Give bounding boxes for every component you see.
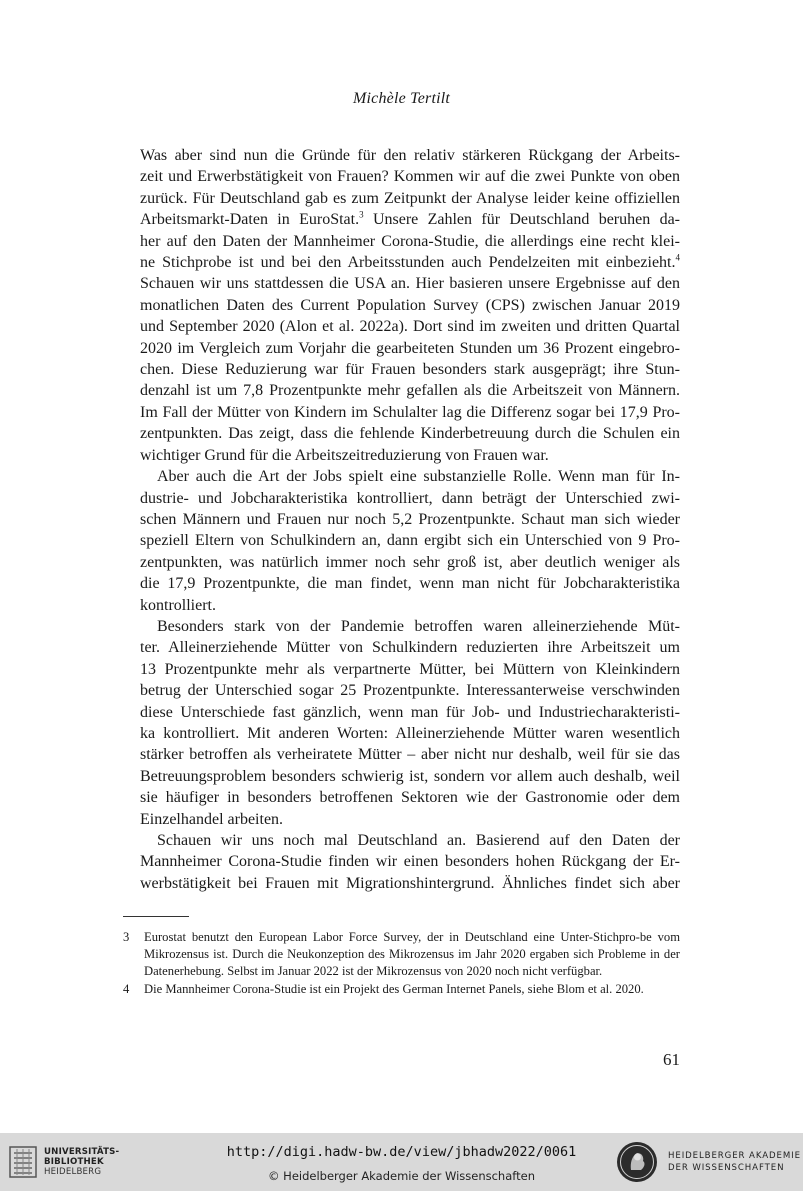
- logo-line: HEIDELBERG: [44, 1167, 102, 1177]
- text-line: Mannheimer Corona-Studie finden wir einen besonders hohen Rückgang der Er-: [140, 853, 680, 871]
- academy-logo-text: [668, 1150, 801, 1174]
- running-head: Michèle Tertilt: [352, 90, 451, 107]
- text-line: zentpunkten, was natürlich immer noch sehr groß ist, aber deutlich weniger als: [140, 553, 680, 571]
- logo-line: BIBLIOTHEK: [44, 1157, 104, 1167]
- text-line: Im Fall der Mütter von Kindern im Schulalter lag die Differenz sogar bei 17,9 Pro-: [140, 403, 680, 421]
- footnote-divider: [123, 916, 189, 917]
- text-line: zentpunkten. Das zeigt, dass die fehlende Kinderbetreuung durch die Schulen ein: [140, 425, 680, 443]
- footnote-ref[interactable]: 4: [675, 252, 680, 263]
- text-line: zeit und Erwerbstätigkeit von Frauen? Kommen wir auf die zwei Punkte von oben: [140, 168, 680, 186]
- text-line: Einzelhandel arbeiten.: [140, 810, 284, 828]
- text-line: wichtiger Grund für die Arbeitszeitreduzierung von Frauen war.: [140, 446, 549, 464]
- copyright-notice: © Heidelberger Akademie der Wissenschaften: [268, 1169, 535, 1183]
- paragraph: [123, 616, 680, 830]
- text-line: ka kontrolliert. Mit anderen Worten: Alleinerziehende Mütter waren wesentlich: [140, 724, 680, 742]
- text-line: Schauen wir uns noch mal Deutschland an. Basierend auf den Daten der: [157, 832, 680, 849]
- text-line: dustrie- und Jobcharakteristika kontrolliert, dann beträgt der Unterschied zwi-: [140, 489, 680, 507]
- text-line: denzahl ist um 7,8 Prozentpunkte mehr gefallen als die Arbeitszeit von Männern.: [140, 382, 680, 400]
- text-line: kontrolliert.: [140, 596, 216, 614]
- body-text: [123, 145, 680, 894]
- text-line: und September 2020 (Alon et al. 2022a). Dort sind im zweiten und dritten Quartal: [140, 318, 680, 336]
- text-line: schen Männern und Frauen nur noch 5,2 Prozentpunkte. Schaut man sich wieder: [140, 510, 680, 528]
- academy-seal-icon: [616, 1141, 658, 1183]
- text-line: monatlichen Daten des Current Population Survey (CPS) zwischen Januar 2019: [140, 296, 680, 314]
- text-line: [123, 209, 680, 230]
- text-line: 13 Prozentpunkte mehr als verpartnerte Mütter, bei Müttern von Kleinkindern: [140, 660, 680, 678]
- paragraph: [123, 466, 680, 616]
- footnote: [123, 929, 680, 980]
- footnotes: [123, 929, 680, 999]
- text-line: speziell Eltern von Schulkindern an, dann ergibt sich ein Unterschied von 9 Pro-: [140, 532, 680, 550]
- paragraph: [123, 830, 680, 894]
- text-line: [123, 252, 680, 273]
- logo-line: HEIDELBERGER AKADEMIE: [668, 1151, 801, 1161]
- text-line: 2020 im Vergleich zum Vorjahr die gearbeiteten Stunden um 36 Prozent eingebro-: [140, 339, 680, 357]
- footnote-text: Die Mannheimer Corona-Studie ist ein Projekt des German Internet Panels, siehe Blom et al. 2020.: [144, 982, 644, 996]
- text-line: betrug der Unterschied sogar 25 Prozentpunkte. Interessanterweise verschwinden: [140, 682, 680, 700]
- text-line: Was aber sind nun die Gründe für den relativ stärkeren Rückgang der Arbeits-: [140, 147, 680, 164]
- text-line: stärker betroffen als verheiratete Mütter – aber nicht nur deshalb, weil für sie das: [140, 746, 680, 764]
- paragraph: [123, 145, 680, 466]
- footnote-number: 3: [123, 930, 130, 944]
- logo-line: UNIVERSITÄTS-: [44, 1147, 120, 1157]
- footnote-ref[interactable]: 3: [359, 209, 364, 220]
- permalink-url[interactable]: http://digi.hadw-bw.de/view/jbhadw2022/0061: [226, 1144, 577, 1160]
- text-line: die 17,9 Prozentpunkte, die man findet, wenn man nicht für Jobcharakteristika: [140, 575, 680, 593]
- text-line: sie häufiger in besonders betroffenen Sektoren wie der Gastronomie oder dem: [140, 789, 680, 807]
- viewer-footer: [0, 1133, 803, 1191]
- text-line: ter. Alleinerziehende Mütter von Schulkindern reduzierten ihre Arbeitszeit um: [140, 639, 680, 657]
- footnote-text: Eurostat benutzt den European Labor Force Survey, der in Deutschland eine Unter-Stichpro-be vom Mikrozensus ist. Durch die Neukonzeption des Mikrozensus im Jahr 2020 ergaben sich Probleme in der Datenerhebung. Selbst im Januar 2022 ist der Mikrozensus von 2020 noch nicht verfügbar.: [144, 930, 680, 978]
- text-fragment: Unsere Zahlen für Deutschland beruhen da-: [363, 211, 681, 229]
- text-fragment: ne Stichprobe ist und bei den Arbeitsstunden auch Pendelzeiten mit einbezieht.: [140, 254, 676, 272]
- text-line: zurück. Für Deutschland gab es zum Zeitpunkt der Analyse leider keine offiziellen: [140, 189, 680, 207]
- text-line: Betreuungsproblem besonders schwierig ist, sondern vor allem auch deshalb, weil: [140, 767, 680, 785]
- text-line: Schauen wir uns stattdessen die USA an. Hier basieren unsere Ergebnisse auf den: [140, 275, 680, 293]
- text-line: chen. Diese Reduzierung war für Frauen besonders stark ausgeprägt; ihre Stun-: [140, 361, 680, 379]
- text-line: Besonders stark von der Pandemie betroffen waren alleinerziehende Müt-: [157, 617, 680, 635]
- academy-logo[interactable]: [616, 1139, 801, 1185]
- text-line: werbstätigkeit bei Frauen mit Migrationshintergrund. Ähnliches findet sich aber: [140, 874, 680, 892]
- footnote: [123, 981, 680, 998]
- text-line: her auf den Daten der Mannheimer Corona-Studie, die allerdings eine recht klei-: [140, 232, 680, 250]
- text-line: diese Unterschiede fast gänzlich, wenn man für Job- und Industriecharakteristi-: [140, 703, 680, 721]
- footnote-number: 4: [123, 982, 130, 996]
- text-line: Aber auch die Art der Jobs spielt eine substanzielle Rolle. Wenn man für In-: [157, 468, 680, 486]
- text-fragment: Arbeitsmarkt-Daten in EuroStat.: [140, 211, 360, 229]
- page-number: 61: [663, 1050, 680, 1069]
- logo-line: DER WISSENSCHAFTEN: [668, 1163, 785, 1173]
